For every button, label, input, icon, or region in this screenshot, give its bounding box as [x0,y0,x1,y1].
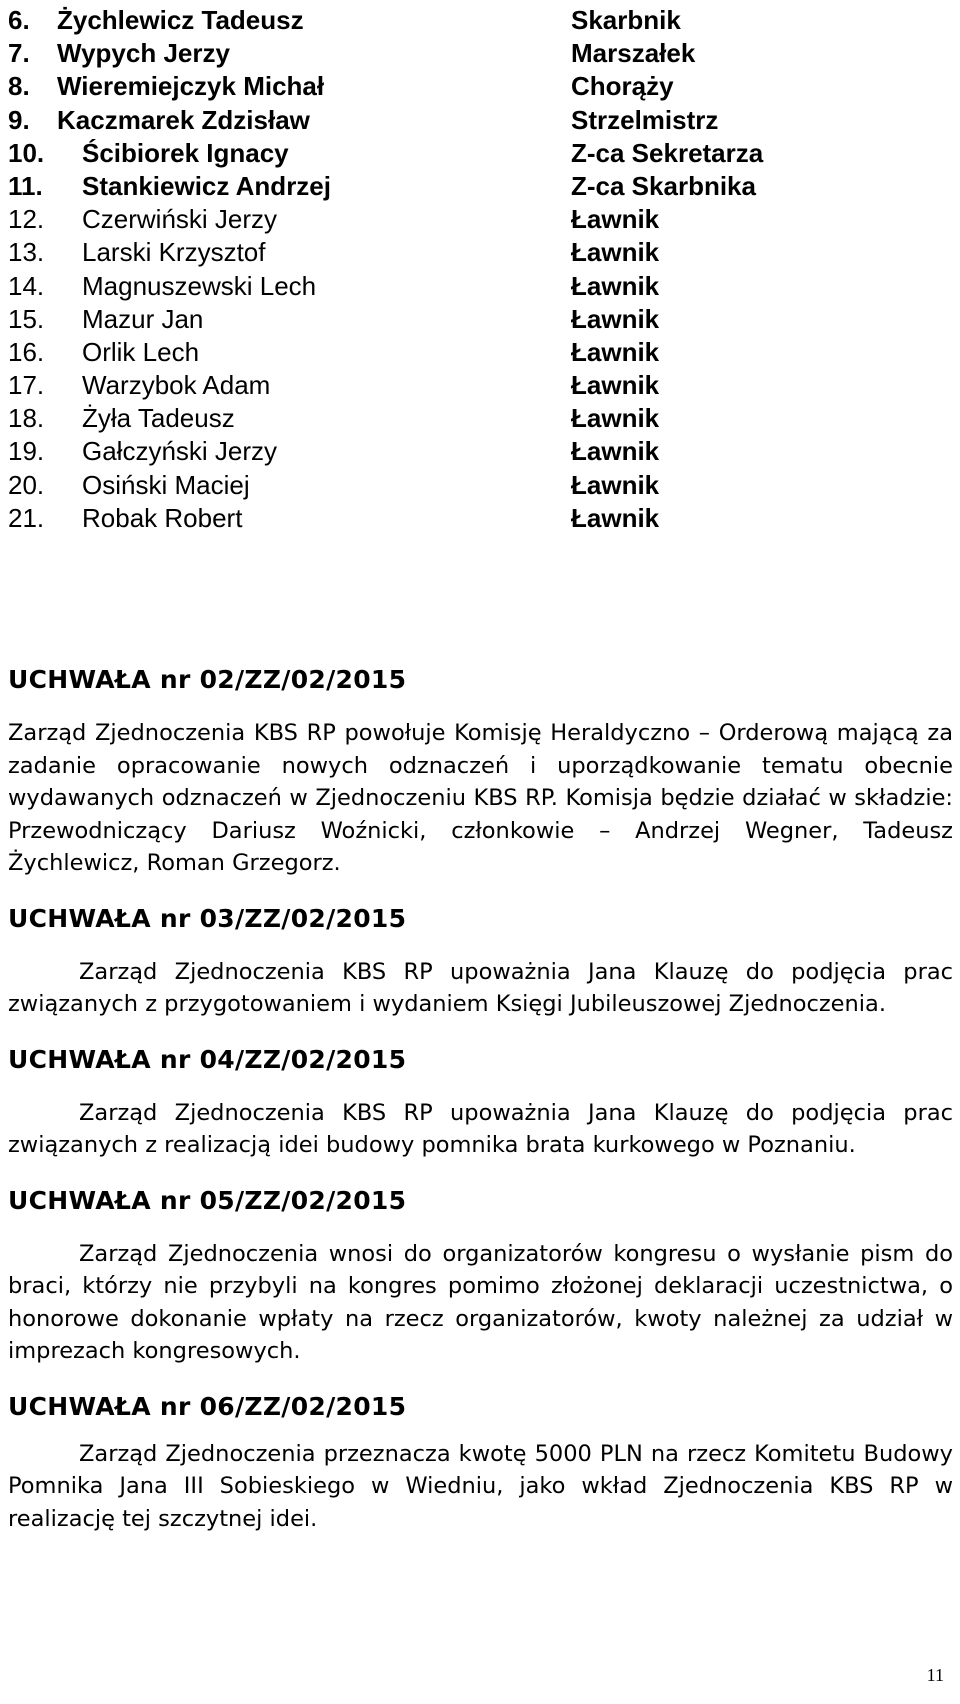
roster-number: 16. [8,336,45,367]
roster-role: Ławnik [571,204,660,235]
roster-role: Ławnik [571,336,660,367]
roster-row [8,402,948,435]
resolution-02 [8,663,953,880]
roster-role: Ławnik [571,502,660,533]
roster-row [8,502,948,535]
roster-name: Gałczyński Jerzy [82,436,278,467]
roster-role: Ławnik [571,270,660,301]
resolution-title: UCHWAŁA nr 05/ZZ/02/2015 [8,1185,407,1215]
roster-row [8,137,948,170]
resolution-body: Zarząd Zjednoczenia KBS RP upoważnia Jana Klauzę do podjęcia prac związanych z realizacją idei budowy pomnika brata kurkowego w Poznaniu. [8,1099,953,1158]
page-number: 11 [926,1665,944,1685]
roster-number: 7. [8,38,30,69]
roster-name: Ścibiorek Ignacy [82,137,289,168]
roster-row [8,4,948,37]
roster-row [8,70,948,103]
roster-row [8,37,948,70]
roster-name: Żychlewicz Tadeusz [57,5,304,35]
roster-number: 19. [8,436,45,467]
roster-role: Ławnik [571,403,660,434]
roster-row [8,435,948,468]
roster-name: Czerwiński Jerzy [82,204,278,235]
roster-name: Magnuszewski Lech [82,270,317,301]
roster-number: 14. [8,270,45,301]
roster-role: Strzelmistrz [571,104,719,135]
resolution-06 [8,1390,953,1536]
roster-name: Larski Krzysztof [82,237,266,268]
roster-number: 10. [8,137,45,168]
roster-role: Marszałek [571,38,696,69]
roster-name: Mazur Jan [82,303,204,334]
roster-number: 21. [8,502,45,533]
resolution-title: UCHWAŁA nr 02/ZZ/02/2015 [8,665,407,694]
roster-role: Ławnik [571,436,660,467]
roster-number: 13. [8,237,45,268]
resolutions [8,663,953,1535]
roster-name: Orlik Lech [82,336,200,367]
roster-number: 9. [8,104,30,135]
member-roster [8,4,948,535]
roster-number: 18. [8,403,45,434]
roster-number: 15. [8,303,45,334]
roster-row [8,203,948,236]
roster-name: Robak Robert [82,502,243,533]
roster-name: Żyła Tadeusz [82,403,235,434]
resolution-05 [8,1184,953,1368]
roster-role: Ławnik [571,237,660,268]
roster-row [8,270,948,303]
roster-number: 8. [8,71,30,102]
roster-row [8,104,948,137]
roster-number: 20. [8,469,45,500]
roster-name: Kaczmarek Zdzisław [57,104,310,135]
resolution-body: Zarząd Zjednoczenia KBS RP upoważnia Jana Klauzę do podjęcia prac związanych z przygotowaniem i wydaniem Księgi Jubileuszowej Zjednoczenia. [8,958,953,1017]
roster-row [8,469,948,502]
resolution-03 [8,902,953,1021]
roster-number: 6. [8,5,30,35]
roster-name: Osiński Maciej [82,469,250,500]
roster-role: Z-ca Skarbnika [571,170,756,201]
roster-role: Ławnik [571,370,660,401]
resolution-body: Zarząd Zjednoczenia przeznacza kwotę 5000 PLN na rzecz Komitetu Budowy Pomnika Jana III Sobieskiego w Wiedniu, jako wkład Zjednoczenia KBS RP w realizację tej szczytnej idei. [8,1440,953,1532]
resolution-title: UCHWAŁA nr 03/ZZ/02/2015 [8,903,407,933]
roster-row [8,170,948,203]
roster-row [8,236,948,269]
roster-number: 12. [8,204,45,235]
resolution-04 [8,1043,953,1162]
resolution-title: UCHWAŁA nr 04/ZZ/02/2015 [8,1044,407,1074]
resolution-body: Zarząd Zjednoczenia KBS RP powołuje Komisję Heraldyczno – Orderową mającą za zadanie opracowanie nowych odznaczeń i uporządkowanie tematu obecnie wydawanych odznaczeń w Zjednoczeniu KBS RP. Komisja będzie działać w składzie: Przewodniczący Dariusz Woźnicki, członkowie – Andrzej Wegner, Tadeusz Żychlewicz, Roman Grzegorz. [8,720,953,876]
roster-name: Wypych Jerzy [57,38,230,69]
roster-role: Ławnik [571,303,660,334]
roster-name: Warzybok Adam [82,370,271,401]
resolution-title: UCHWAŁA nr 06/ZZ/02/2015 [8,1391,407,1421]
roster-role: Chorąży [571,71,674,102]
roster-role: Z-ca Sekretarza [571,137,764,168]
roster-row [8,336,948,369]
roster-name: Wieremiejczyk Michał [57,71,325,102]
roster-number: 17. [8,370,45,401]
roster-role: Ławnik [571,469,660,500]
roster-name: Stankiewicz Andrzej [82,170,331,201]
roster-row [8,369,948,402]
roster-number: 11. [8,170,43,201]
resolution-body: Zarząd Zjednoczenia wnosi do organizatorów kongresu o wysłanie pism do braci, którzy nie przybyli na kongres pomimo złożonej deklaracji uczestnictwa, o honorowe dokonanie wpłaty na rzecz organizatorów, kwoty należnej za udział w imprezach kongresowych. [8,1240,953,1364]
roster-role: Skarbnik [571,5,681,35]
roster-row [8,303,948,336]
